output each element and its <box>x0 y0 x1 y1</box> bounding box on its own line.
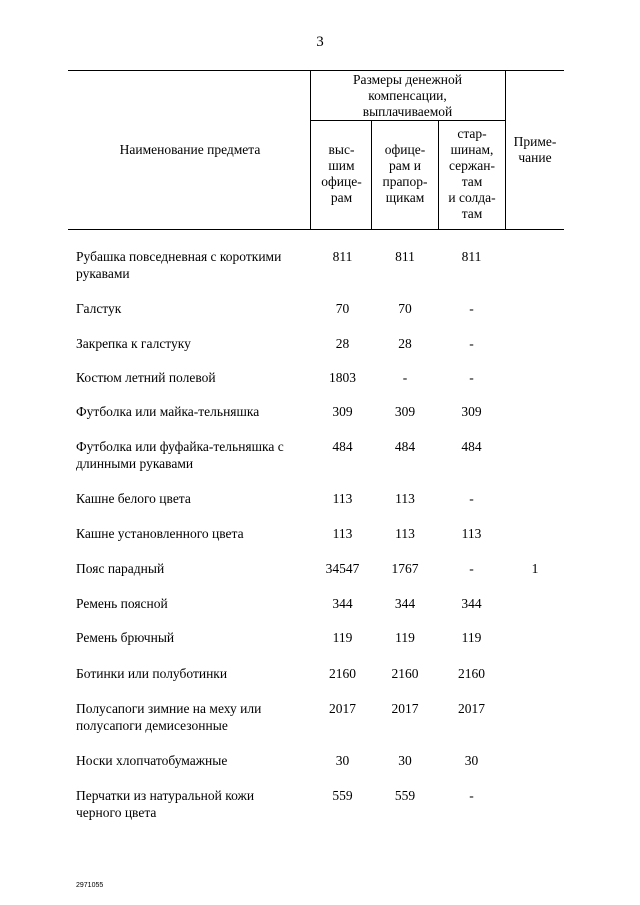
row-value-senior: 30 <box>335 753 350 768</box>
header-item-name: Наименование предмета <box>119 142 261 157</box>
footer-document-code: 2971055 <box>76 882 104 889</box>
row-value-officers: 309 <box>394 404 416 419</box>
header-officers-warrants: офице- рам и прапор- щикам <box>382 142 428 205</box>
row-value-soldiers: 2017 <box>458 701 485 716</box>
header-compensation-group: Размеры денежной компенсации, выплачиваемой <box>353 72 462 119</box>
row-value-soldiers: - <box>469 336 474 351</box>
group-header-rule <box>311 120 505 121</box>
row-value-senior: 113 <box>332 491 353 506</box>
row-value-officers: - <box>402 370 408 385</box>
page-number: 3 <box>316 34 324 50</box>
row-value-senior: 559 <box>332 788 353 803</box>
row-value-officers: 2160 <box>391 666 419 681</box>
row-value-senior: 119 <box>332 630 353 645</box>
row-value-soldiers: 113 <box>461 526 482 541</box>
row-value-soldiers: - <box>469 301 474 316</box>
row-value-officers: 30 <box>398 753 412 768</box>
row-item-name: Полусапоги зимние на меху или полусапоги демисезонные <box>76 701 262 733</box>
header-sergeants-soldiers: стар- шинам, сержан- там и солда- там <box>448 126 496 221</box>
row-value-soldiers: 344 <box>461 596 482 611</box>
row-value-officers: 113 <box>395 526 415 541</box>
row-item-name: Ремень поясной <box>76 596 168 611</box>
row-value-senior: 70 <box>335 301 350 316</box>
row-item-name: Костюм летний полевой <box>76 370 216 385</box>
row-value-soldiers: 30 <box>464 753 479 768</box>
row-value-senior: 484 <box>332 439 353 454</box>
row-value-soldiers: 811 <box>461 249 482 264</box>
row-note: 1 <box>531 561 539 576</box>
row-item-name: Ботинки или полуботинки <box>76 666 228 681</box>
row-item-name: Закрепка к галстуку <box>76 336 191 351</box>
row-value-officers: 344 <box>394 596 416 611</box>
row-value-officers: 811 <box>395 249 415 264</box>
row-value-soldiers: - <box>469 370 474 385</box>
row-item-name: Футболка или фуфайка-тельняшка с длинными рукавами <box>76 439 284 471</box>
row-value-officers: 113 <box>395 491 415 506</box>
row-item-name: Носки хлопчатобумажные <box>76 753 228 768</box>
header-senior-officers: выс- шим офице- рам <box>321 142 362 205</box>
row-value-soldiers: 2160 <box>458 666 485 681</box>
row-value-soldiers: 484 <box>461 439 482 454</box>
table-top-rule <box>68 70 564 71</box>
row-item-name: Галстук <box>76 301 122 316</box>
row-item-name: Ремень брючный <box>76 630 175 645</box>
row-value-senior: 2160 <box>329 666 356 681</box>
row-item-name: Рубашка повседневная с короткими рукавами <box>76 249 282 281</box>
row-value-senior: 309 <box>332 404 353 419</box>
row-value-officers: 559 <box>394 788 416 803</box>
row-item-name: Футболка или майка-тельняшка <box>76 404 260 419</box>
row-value-soldiers: - <box>469 788 474 803</box>
row-value-soldiers: 309 <box>461 404 482 419</box>
row-value-officers: 119 <box>395 630 415 645</box>
row-value-soldiers: - <box>469 561 474 576</box>
row-value-senior: 811 <box>332 249 353 264</box>
row-value-officers: 484 <box>394 439 416 454</box>
row-value-senior: 34547 <box>325 561 360 576</box>
row-value-senior: 1803 <box>329 370 356 385</box>
row-value-soldiers: - <box>469 491 474 506</box>
row-item-name: Перчатки из натуральной кожи черного цвета <box>76 788 255 820</box>
row-value-officers: 28 <box>398 336 412 351</box>
row-value-officers: 70 <box>398 301 412 316</box>
row-value-soldiers: 119 <box>461 630 482 645</box>
header-note: Приме- чание <box>513 134 557 165</box>
row-value-senior: 113 <box>332 526 353 541</box>
row-value-officers: 1767 <box>391 561 419 576</box>
row-item-name: Кашне белого цвета <box>76 491 191 506</box>
header-bottom-rule <box>68 229 564 230</box>
row-value-officers: 2017 <box>391 701 419 716</box>
row-value-senior: 344 <box>332 596 353 611</box>
row-item-name: Пояс парадный <box>76 561 165 576</box>
row-value-senior: 2017 <box>329 701 356 716</box>
row-value-senior: 28 <box>335 336 350 351</box>
col-divider-1 <box>310 70 311 230</box>
row-item-name: Кашне установленного цвета <box>76 526 244 541</box>
